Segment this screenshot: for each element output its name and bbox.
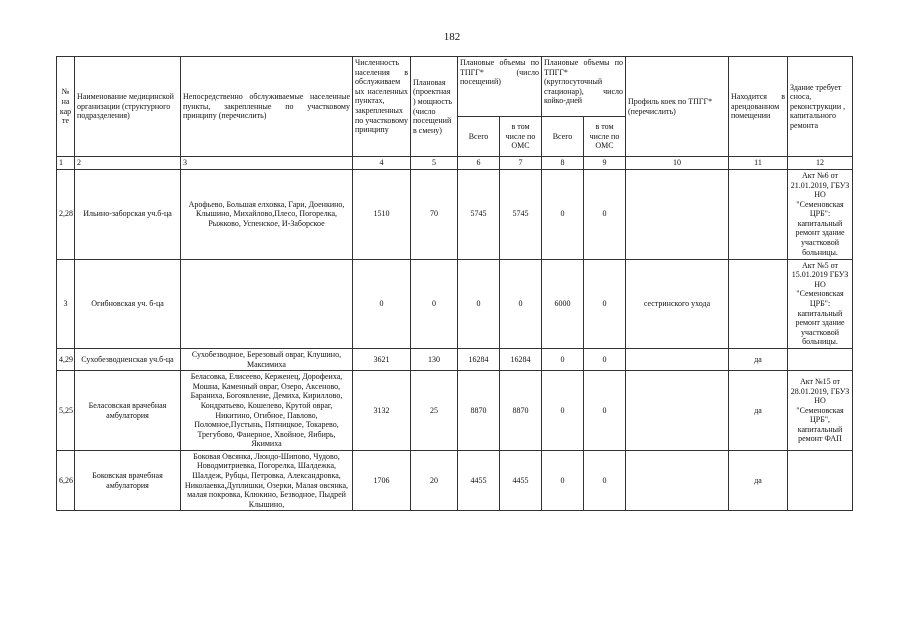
- header-organization: Наименование медицинской организации (структурного подразделения): [75, 57, 181, 157]
- row-beddays-oms: 0: [584, 259, 626, 348]
- table-row: [57, 450, 853, 511]
- row-beddays-total: 0: [542, 169, 584, 259]
- row-visits-oms: 16284: [500, 348, 542, 370]
- row-visits-oms: 5745: [500, 169, 542, 259]
- header-settlements: Непосредственно обслуживаемые населенные пункты, закрепленные по участковому принципу (перечислить): [181, 57, 353, 157]
- column-number: 10: [626, 157, 729, 170]
- row-rented: да: [729, 450, 788, 511]
- facilities-table: [56, 56, 853, 511]
- row-population: 3132: [353, 371, 411, 451]
- row-capacity: 70: [411, 169, 458, 259]
- row-bed-profile: [626, 450, 729, 511]
- row-beddays-total: 0: [542, 348, 584, 370]
- row-repair: [788, 348, 853, 370]
- row-beddays-total: 0: [542, 371, 584, 451]
- header-planned-visits: Плановые объемы по ТПГГ* (число посещений): [458, 57, 542, 117]
- header-population: Численность населения в обслуживаем ых населенных пунктах, закрепленных по участковому принципу: [353, 57, 411, 157]
- row-settlements: [181, 259, 353, 348]
- row-number: 6,26: [57, 450, 75, 511]
- table-row: [57, 371, 853, 451]
- row-population: 1706: [353, 450, 411, 511]
- row-visits-oms: 4455: [500, 450, 542, 511]
- row-rented: да: [729, 371, 788, 451]
- column-number: 3: [181, 157, 353, 170]
- row-repair: Акт №15 от 28.01.2019, ГБУЗ НО "Семеновская ЦРБ", капитальный ремонт ФАП: [788, 371, 853, 451]
- row-visits-oms: 0: [500, 259, 542, 348]
- column-number: 11: [729, 157, 788, 170]
- row-bed-profile: [626, 371, 729, 451]
- row-visits-oms: 8870: [500, 371, 542, 451]
- column-number: 12: [788, 157, 853, 170]
- subheader-beddays-total: Всего: [542, 117, 584, 157]
- row-bed-profile: сестринского ухода: [626, 259, 729, 348]
- subheader-visits-oms: в том числе по ОМС: [500, 117, 542, 157]
- row-beddays-oms: 0: [584, 371, 626, 451]
- row-visits-total: 4455: [458, 450, 500, 511]
- header-planned-beddays: Плановые объемы по ТПГГ* (круглосуточный стационар), число койко-дней: [542, 57, 626, 117]
- header-repair: Здание требует сноса, реконструкции , капитального ремонта: [788, 57, 853, 157]
- row-repair: Акт №5 от 15.01.2019 ГБУЗ НО "Семеновская ЦРБ": капитальный ремонт здание участковой больницы.: [788, 259, 853, 348]
- row-number: 4,29: [57, 348, 75, 370]
- subheader-beddays-oms: в том числе по ОМС: [584, 117, 626, 157]
- row-capacity: 0: [411, 259, 458, 348]
- row-beddays-oms: 0: [584, 169, 626, 259]
- row-number: 2,28: [57, 169, 75, 259]
- row-settlements: Беласовка, Елисеево, Керженец, Дорофеиха, Мошна, Каменный овраг, Озеро, Аксеново, Бараниха, Богоявление, Демиха, Кириллово, Кондратьево, Кошелево, Крутой овраг, Никитино, Огибное, Павлово, Поломное,Пустынь, Пятницкое, Токарево, Трегубово, Фанерное, Хвойное, Яибирь, Якимиха: [181, 371, 353, 451]
- row-repair: [788, 450, 853, 511]
- row-beddays-oms: 0: [584, 450, 626, 511]
- row-organization: Сухобезводненская уч.б-ца: [75, 348, 181, 370]
- column-number: 6: [458, 157, 500, 170]
- subheader-visits-total: Всего: [458, 117, 500, 157]
- row-organization: Беласовская врачебная амбулатория: [75, 371, 181, 451]
- row-organization: Боковская врачебная амбулатория: [75, 450, 181, 511]
- table-row: [57, 259, 853, 348]
- row-rented: [729, 169, 788, 259]
- header-number: № на кар те: [57, 57, 75, 157]
- row-beddays-total: 6000: [542, 259, 584, 348]
- row-visits-total: 16284: [458, 348, 500, 370]
- header-bed-profile: Профиль коек по ТПГГ* (перечислить): [626, 57, 729, 157]
- row-population: 3621: [353, 348, 411, 370]
- row-beddays-oms: 0: [584, 348, 626, 370]
- row-bed-profile: [626, 169, 729, 259]
- row-organization: Ильино-заборская уч.б-ца: [75, 169, 181, 259]
- row-settlements: Арофьево, Большая елховка, Гари, Доенкино, Клышино, Михайлово,Плесо, Погорелка, Рыжково, Успенское, И-Заборское: [181, 169, 353, 259]
- row-population: 1510: [353, 169, 411, 259]
- row-settlements: Сухобезводное, Березовый овраг, Клушино, Максимиха: [181, 348, 353, 370]
- column-numbers-row: [57, 157, 853, 170]
- table-row: [57, 169, 853, 259]
- header-capacity: Плановая (проектная ) мощность (число посещений в смену): [411, 57, 458, 157]
- header-rented: Находится в арендованном помещении: [729, 57, 788, 157]
- row-beddays-total: 0: [542, 450, 584, 511]
- column-number: 8: [542, 157, 584, 170]
- table-row: [57, 348, 853, 370]
- row-visits-total: 8870: [458, 371, 500, 451]
- column-number: 7: [500, 157, 542, 170]
- column-number: 4: [353, 157, 411, 170]
- row-capacity: 130: [411, 348, 458, 370]
- row-capacity: 25: [411, 371, 458, 451]
- column-number: 5: [411, 157, 458, 170]
- row-capacity: 20: [411, 450, 458, 511]
- row-number: 3: [57, 259, 75, 348]
- row-organization: Огибновская уч. б-ца: [75, 259, 181, 348]
- column-number: 1: [57, 157, 75, 170]
- page-number: 182: [443, 31, 461, 43]
- column-number: 2: [75, 157, 181, 170]
- row-visits-total: 5745: [458, 169, 500, 259]
- row-number: 5,25: [57, 371, 75, 451]
- row-repair: Акт №6 от 21.01.2019, ГБУЗ НО "Семеновская ЦРБ": капитальный ремонт здание участковой больницы.: [788, 169, 853, 259]
- column-number: 9: [584, 157, 626, 170]
- row-visits-total: 0: [458, 259, 500, 348]
- row-population: 0: [353, 259, 411, 348]
- row-bed-profile: [626, 348, 729, 370]
- row-rented: [729, 259, 788, 348]
- row-rented: да: [729, 348, 788, 370]
- row-settlements: Боковая Овсянка, Люндо-Шипово, Чудово, Новодмитриевка, Погорелка, Шалдежка, Шалдеж, Рубцы, Петровка, Александровка, Николаевка,Дуплишки, Озерки, Малая овсянка, малая покровка, Клюкино, Безводное, Пыдрей Клышино,: [181, 450, 353, 511]
